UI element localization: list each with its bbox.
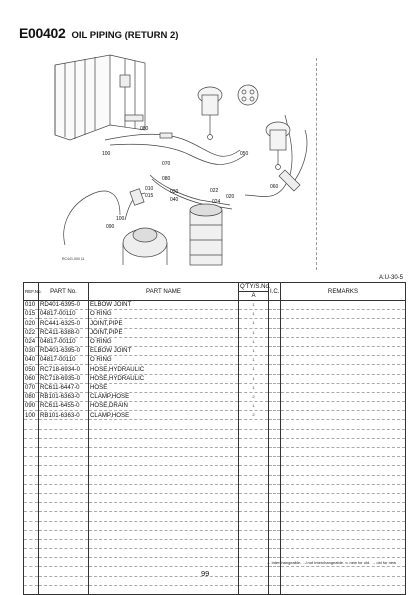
- part-no-cell: [39, 429, 89, 438]
- table-row-empty: [24, 512, 406, 521]
- remarks-cell: [281, 301, 406, 310]
- table-row: [24, 402, 406, 411]
- qty-cell: [239, 521, 269, 530]
- ref-cell: [24, 420, 39, 429]
- qty-cell: 1: [239, 374, 269, 383]
- callout-030: 030: [170, 189, 179, 195]
- part-name-cell: HOSE,DRAIN: [89, 402, 239, 411]
- ref-cell: [24, 558, 39, 567]
- ic-cell: [269, 365, 281, 374]
- table-row: [24, 346, 406, 355]
- table-header-row: [24, 283, 406, 292]
- remarks-cell: [281, 457, 406, 466]
- remarks-cell: [281, 310, 406, 319]
- section-title: OIL PIPING (RETURN 2): [71, 30, 179, 41]
- ref-cell: [24, 448, 39, 457]
- ic-cell: [269, 567, 281, 576]
- part-name-cell: [89, 438, 239, 447]
- qty-cell: 1: [239, 383, 269, 392]
- table-row: [24, 356, 406, 365]
- part-no-cell: [39, 576, 89, 585]
- callout-080b: 080: [162, 176, 171, 182]
- part-no-cell: [39, 539, 89, 548]
- qty-cell: [239, 558, 269, 567]
- part-name-cell: [89, 475, 239, 484]
- ref-cell: [24, 512, 39, 521]
- part-no-cell: RC718-6935-0: [39, 374, 89, 383]
- remarks-cell: [281, 475, 406, 484]
- ic-cell: [269, 438, 281, 447]
- ref-cell: [24, 585, 39, 594]
- qty-cell: 2: [239, 392, 269, 401]
- qty-cell: [239, 585, 269, 594]
- part-no-cell: [39, 521, 89, 530]
- qty-cell: [239, 576, 269, 585]
- remarks-cell: [281, 365, 406, 374]
- ic-cell: [269, 475, 281, 484]
- table-row-empty: [24, 484, 406, 493]
- part-no-cell: [39, 549, 89, 558]
- qty-cell: [239, 448, 269, 457]
- table-row: [24, 301, 406, 310]
- ref-cell: [24, 475, 39, 484]
- page-header: [19, 25, 178, 41]
- callout-020: 020: [226, 194, 235, 200]
- qty-cell: 1: [239, 402, 269, 411]
- qty-cell: [239, 429, 269, 438]
- table-row-empty: [24, 549, 406, 558]
- remarks-cell: [281, 328, 406, 337]
- part-no-cell: RC441-6325-0: [39, 319, 89, 328]
- part-name-cell: [89, 512, 239, 521]
- table-row: [24, 383, 406, 392]
- part-name-cell: CLAMP,HOSE: [89, 411, 239, 420]
- ic-cell: [269, 337, 281, 346]
- ref-cell: [24, 539, 39, 548]
- callout-090: 090: [106, 224, 115, 230]
- part-name-cell: [89, 539, 239, 548]
- part-name-cell: JOINT,PIPE: [89, 328, 239, 337]
- part-no-cell: [39, 484, 89, 493]
- ref-cell: [24, 576, 39, 585]
- callout-100b: 100: [116, 216, 125, 222]
- qty-cell: 1: [239, 356, 269, 365]
- ref-cell: [24, 530, 39, 539]
- table-row: [24, 392, 406, 401]
- qty-cell: 1: [239, 365, 269, 374]
- ref-cell: 024: [24, 337, 39, 346]
- ic-cell: [269, 539, 281, 548]
- ref-cell: 060: [24, 374, 39, 383]
- ic-cell: [269, 402, 281, 411]
- ic-cell: [269, 310, 281, 319]
- remarks-cell: [281, 392, 406, 401]
- part-no-cell: RC411-6388-0: [39, 328, 89, 337]
- qty-cell: [239, 503, 269, 512]
- ref-cell: [24, 493, 39, 502]
- callout-015: 015: [145, 193, 154, 199]
- part-no-cell: [39, 503, 89, 512]
- callout-060: 060: [270, 184, 279, 190]
- part-no-cell: 04817-00110: [39, 337, 89, 346]
- part-name-cell: [89, 558, 239, 567]
- callout-080a: 080: [140, 126, 149, 132]
- figure-id: RC441-000 11: [62, 257, 85, 261]
- table-row-empty: [24, 429, 406, 438]
- part-name-cell: [89, 503, 239, 512]
- part-name-cell: [89, 521, 239, 530]
- part-name-cell: JOINT,PIPE: [89, 319, 239, 328]
- table-row-empty: [24, 457, 406, 466]
- col-refno: REF.No.: [24, 283, 39, 301]
- part-name-cell: [89, 448, 239, 457]
- table-row-empty: [24, 585, 406, 594]
- part-no-cell: [39, 420, 89, 429]
- part-no-cell: [39, 457, 89, 466]
- qty-cell: [239, 457, 269, 466]
- part-no-cell: [39, 512, 89, 521]
- ic-cell: [269, 549, 281, 558]
- part-no-cell: RD401-6395-0: [39, 346, 89, 355]
- part-no-cell: RD401-6395-0: [39, 301, 89, 310]
- remarks-cell: [281, 576, 406, 585]
- ref-cell: 070: [24, 383, 39, 392]
- ref-cell: 022: [24, 328, 39, 337]
- table-row-empty: [24, 493, 406, 502]
- qty-cell: [239, 420, 269, 429]
- part-name-cell: O RING: [89, 356, 239, 365]
- qty-cell: [239, 466, 269, 475]
- ic-cell: [269, 328, 281, 337]
- qty-cell: 1: [239, 346, 269, 355]
- qty-cell: [239, 493, 269, 502]
- table-row: [24, 328, 406, 337]
- table-row: [24, 319, 406, 328]
- part-name-cell: O RING: [89, 337, 239, 346]
- part-no-cell: RC611-6447-0: [39, 383, 89, 392]
- part-name-cell: [89, 567, 239, 576]
- part-name-cell: [89, 457, 239, 466]
- table-row-empty: [24, 576, 406, 585]
- ref-cell: 020: [24, 319, 39, 328]
- part-name-cell: HOSE: [89, 383, 239, 392]
- remarks-cell: [281, 549, 406, 558]
- remarks-cell: [281, 521, 406, 530]
- col-partname: PART NAME: [89, 283, 239, 301]
- legend: ↔ Interchangeable. ↛ not Interchangeable. ⇐ new for old. → old for new: [266, 560, 396, 565]
- ic-cell: [269, 576, 281, 585]
- callout-070: 070: [162, 161, 171, 167]
- ic-cell: [269, 448, 281, 457]
- part-name-cell: [89, 420, 239, 429]
- callout-100a: 100: [102, 151, 111, 157]
- ic-cell: [269, 301, 281, 310]
- ref-cell: 100: [24, 411, 39, 420]
- col-ic: I.C.: [269, 283, 281, 301]
- part-no-cell: RB101-6363-0: [39, 392, 89, 401]
- qty-cell: 1: [239, 337, 269, 346]
- remarks-cell: [281, 438, 406, 447]
- remarks-cell: [281, 466, 406, 475]
- ref-cell: [24, 429, 39, 438]
- remarks-cell: [281, 356, 406, 365]
- remarks-cell: [281, 530, 406, 539]
- ref-cell: 010: [24, 301, 39, 310]
- part-name-cell: [89, 466, 239, 475]
- section-code: E00402: [19, 25, 66, 41]
- part-name-cell: HOSE,HYDRAULIC: [89, 374, 239, 383]
- remarks-cell: [281, 337, 406, 346]
- ic-cell: [269, 374, 281, 383]
- part-no-cell: [39, 493, 89, 502]
- qty-cell: 1: [239, 310, 269, 319]
- part-name-cell: [89, 493, 239, 502]
- ref-cell: 050: [24, 365, 39, 374]
- part-name-cell: ELBOW JOINT: [89, 301, 239, 310]
- ref-cell: [24, 521, 39, 530]
- ic-cell: [269, 493, 281, 502]
- col-qty: Q'TY/S.No.: [240, 283, 271, 291]
- remarks-cell: [281, 374, 406, 383]
- part-no-cell: [39, 558, 89, 567]
- qty-cell: [239, 484, 269, 493]
- ref-cell: [24, 438, 39, 447]
- ic-cell: [269, 512, 281, 521]
- remarks-cell: [281, 503, 406, 512]
- table-row-empty: [24, 503, 406, 512]
- ref-cell: [24, 503, 39, 512]
- ref-cell: [24, 484, 39, 493]
- part-no-cell: RC611-6455-0: [39, 402, 89, 411]
- col-remarks: REMARKS: [281, 283, 406, 301]
- callout-010: 010: [145, 186, 154, 192]
- remarks-cell: [281, 383, 406, 392]
- table-row: [24, 337, 406, 346]
- ic-cell: [269, 356, 281, 365]
- remarks-cell: [281, 567, 406, 576]
- ref-cell: 030: [24, 346, 39, 355]
- table-row: [24, 411, 406, 420]
- qty-cell: [239, 530, 269, 539]
- remarks-cell: [281, 448, 406, 457]
- ref-cell: 040: [24, 356, 39, 365]
- remarks-cell: [281, 411, 406, 420]
- piping-diagram: [50, 55, 350, 270]
- remarks-cell: [281, 512, 406, 521]
- ic-cell: [269, 503, 281, 512]
- part-name-cell: [89, 530, 239, 539]
- ref-cell: 090: [24, 402, 39, 411]
- ic-cell: [269, 346, 281, 355]
- qty-cell: 2: [239, 411, 269, 420]
- ref-cell: 015: [24, 310, 39, 319]
- part-name-cell: [89, 585, 239, 594]
- ic-cell: [269, 383, 281, 392]
- qty-cell: [239, 567, 269, 576]
- ref-cell: [24, 549, 39, 558]
- part-no-cell: RC718-6934-0: [39, 365, 89, 374]
- table-row-empty: [24, 475, 406, 484]
- qty-cell: 1: [239, 301, 269, 310]
- table-row: [24, 365, 406, 374]
- remarks-cell: [281, 319, 406, 328]
- part-no-cell: RB101-6363-0: [39, 411, 89, 420]
- part-no-cell: [39, 585, 89, 594]
- reference-code: A:U-30-5: [378, 275, 403, 281]
- remarks-cell: [281, 585, 406, 594]
- table-row-empty: [24, 438, 406, 447]
- parts-table: [23, 282, 406, 595]
- ic-cell: [269, 521, 281, 530]
- qty-cell: 1: [239, 328, 269, 337]
- table-row-empty: [24, 420, 406, 429]
- part-no-cell: 04817-00110: [39, 310, 89, 319]
- part-no-cell: [39, 466, 89, 475]
- ic-cell: [269, 466, 281, 475]
- remarks-cell: [281, 420, 406, 429]
- table-row-empty: [24, 448, 406, 457]
- ic-cell: [269, 319, 281, 328]
- table-row-empty: [24, 539, 406, 548]
- part-name-cell: [89, 576, 239, 585]
- col-partno: PART No.: [39, 283, 89, 301]
- ref-cell: [24, 457, 39, 466]
- qty-cell: [239, 512, 269, 521]
- ic-cell: [269, 530, 281, 539]
- qty-cell: [239, 539, 269, 548]
- qty-cell: [239, 549, 269, 558]
- ic-cell: [269, 484, 281, 493]
- part-name-cell: HOSE,HYDRAULIC: [89, 365, 239, 374]
- ic-cell: [269, 392, 281, 401]
- part-name-cell: [89, 484, 239, 493]
- qty-cell: 1: [239, 319, 269, 328]
- part-no-cell: [39, 567, 89, 576]
- page-number: 99: [201, 569, 210, 578]
- part-no-cell: [39, 448, 89, 457]
- part-name-cell: CLAMP,HOSE: [89, 392, 239, 401]
- table-row-empty: [24, 567, 406, 576]
- ic-cell: [269, 585, 281, 594]
- part-no-cell: [39, 438, 89, 447]
- ic-cell: [269, 411, 281, 420]
- ic-cell: [269, 457, 281, 466]
- part-no-cell: [39, 475, 89, 484]
- remarks-cell: [281, 429, 406, 438]
- remarks-cell: [281, 493, 406, 502]
- remarks-cell: [281, 346, 406, 355]
- table-row-empty: [24, 521, 406, 530]
- callout-022: 022: [210, 188, 219, 194]
- ic-cell: [269, 429, 281, 438]
- ref-cell: [24, 466, 39, 475]
- remarks-cell: [281, 402, 406, 411]
- table-row-empty: [24, 530, 406, 539]
- table-row: [24, 310, 406, 319]
- ic-cell: [269, 420, 281, 429]
- part-no-cell: 04817-00110: [39, 356, 89, 365]
- callout-050: 050: [240, 151, 249, 157]
- part-name-cell: [89, 549, 239, 558]
- callout-024: 024: [212, 199, 221, 205]
- part-no-cell: [39, 530, 89, 539]
- part-name-cell: [89, 429, 239, 438]
- col-qty-sub: A: [239, 292, 269, 301]
- table-row-empty: [24, 466, 406, 475]
- table-row: [24, 374, 406, 383]
- remarks-cell: [281, 539, 406, 548]
- remarks-cell: [281, 484, 406, 493]
- ref-cell: 080: [24, 392, 39, 401]
- callout-040: 040: [170, 197, 179, 203]
- qty-cell: [239, 438, 269, 447]
- part-name-cell: O RING: [89, 310, 239, 319]
- part-name-cell: ELBOW JOINT: [89, 346, 239, 355]
- qty-cell: [239, 475, 269, 484]
- ref-cell: [24, 567, 39, 576]
